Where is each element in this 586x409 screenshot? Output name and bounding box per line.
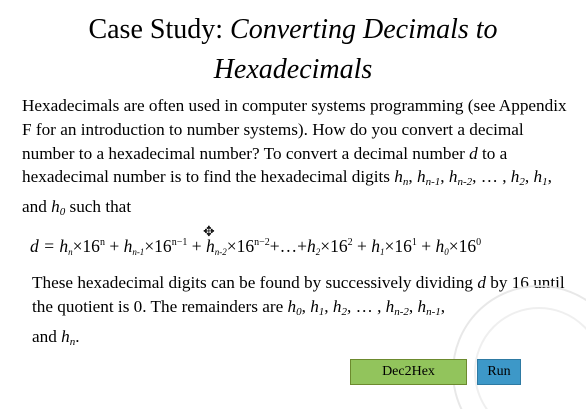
mouse-cursor-icon: ✥ xyxy=(203,225,215,240)
title-prefix: Case Study: xyxy=(88,14,224,45)
slide-title xyxy=(0,10,586,90)
title-italic-line2: Hexadecimals xyxy=(213,54,373,85)
paragraph-method: These hexadecimal digits can be found by successively dividing d by 16 until the quotient is 0. The remainders are h0, h1, h2, … , hn-2, hn-1, and hn. xyxy=(32,273,565,348)
run-button[interactable]: Run xyxy=(477,359,521,385)
paragraph-intro: Hexadecimals are often used in computer systems programming (see Appendix F for an introduction to number systems). How do you convert a decimal number to a hexadecimal number? To convert a decimal number d to a hexadecimal number is to find the hexadecimal digits hn, hn-1, hn-2, … , h2, h1, and h0 such that xyxy=(22,96,567,219)
hex-formula: $d = h_n\times 16^n + h_{n-1}\times 16^{n-1}$ + $h_{n-2}\times 16^{n-2}+\dots+h_2\times 16^2 + h_1\times 16^1 + h_0\times 16^0$ xyxy=(30,236,482,257)
title-italic-line1: Converting Decimals to xyxy=(230,14,498,45)
dec2hex-button[interactable]: Dec2Hex xyxy=(350,359,467,385)
